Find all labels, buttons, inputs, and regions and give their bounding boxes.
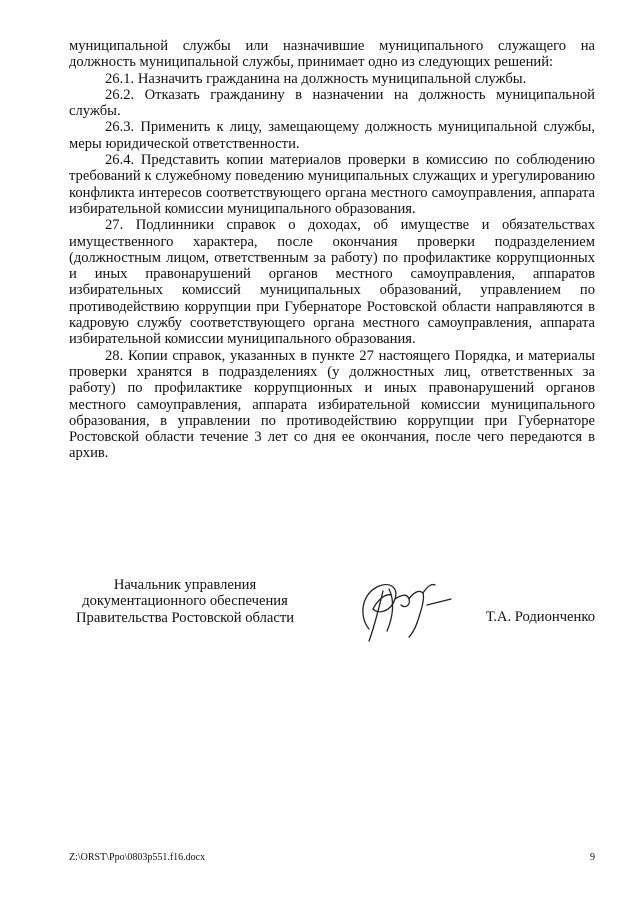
page-number: 9	[590, 852, 595, 863]
paragraph-26-4: 26.4. Представить копии материалов проверки в комиссию по соблюдению требований к служебному поведению муниципальных служащих и урегулированию конфликта интересов соответствующего органа местного самоуправления, аппарата избирательной комиссии муниципального образования.	[69, 152, 595, 217]
footer-file-path: Z:\ORST\Ppo\0803p551.f16.docx	[69, 852, 206, 863]
signatory-position-line: документационного обеспечения	[82, 593, 288, 610]
paragraph-28: 28. Копии справок, указанных в пункте 27 настоящего Порядка, и материалы проверки хранятся в подразделениях (у должностных лиц, ответственных за работу) по профилактике коррупционных и иных правонарушений органов местного самоуправления, аппарата избирательной комиссии муниципального образования, в управлении по противодействию коррупции при Губернаторе Ростовской области течение 3 лет со дня ее окончания, после чего передаются в архив.	[69, 347, 595, 462]
signature-block	[69, 577, 595, 657]
paragraph-26-2: 26.2. Отказать гражданину в назначении на должность муниципальной службы.	[69, 86, 595, 120]
paragraph-26-1: 26.1. Назначить гражданина на должность муниципальной службы.	[105, 70, 527, 87]
signatory-position-line: Начальник управления	[113, 577, 257, 593]
paragraph-continuation: муниципальной службы или назначившие муниципального служащего на должность муниципальной службы, принимает одно из следующих решений:	[69, 38, 595, 71]
signatory-position	[69, 577, 301, 626]
handwritten-signature-icon	[339, 571, 457, 651]
signatory-position-line: Правительства Ростовской области	[75, 609, 295, 626]
paragraph-26-3: 26.3. Применить к лицу, замещающему должность муниципальной службы, меры юридической ответственности.	[69, 119, 595, 152]
document-body	[69, 38, 595, 462]
signatory-name: Т.А. Родионченко	[485, 609, 595, 625]
paragraph-27: 27. Подлинники справок о доходах, об имуществе и обязательствах имущественного характера, после окончания проверки подразделением (должностным лицом, ответственным за работу) по профилактике коррупционных и иных правонарушений органов местного самоуправления, аппаратов избирательных комиссий муниципальных образований, управлением по противодействию коррупции при Губернаторе Ростовской области направляются в кадровую службу соответствующего органа местного самоуправления, аппарата избирательной комиссии муниципального образования.	[69, 217, 595, 348]
